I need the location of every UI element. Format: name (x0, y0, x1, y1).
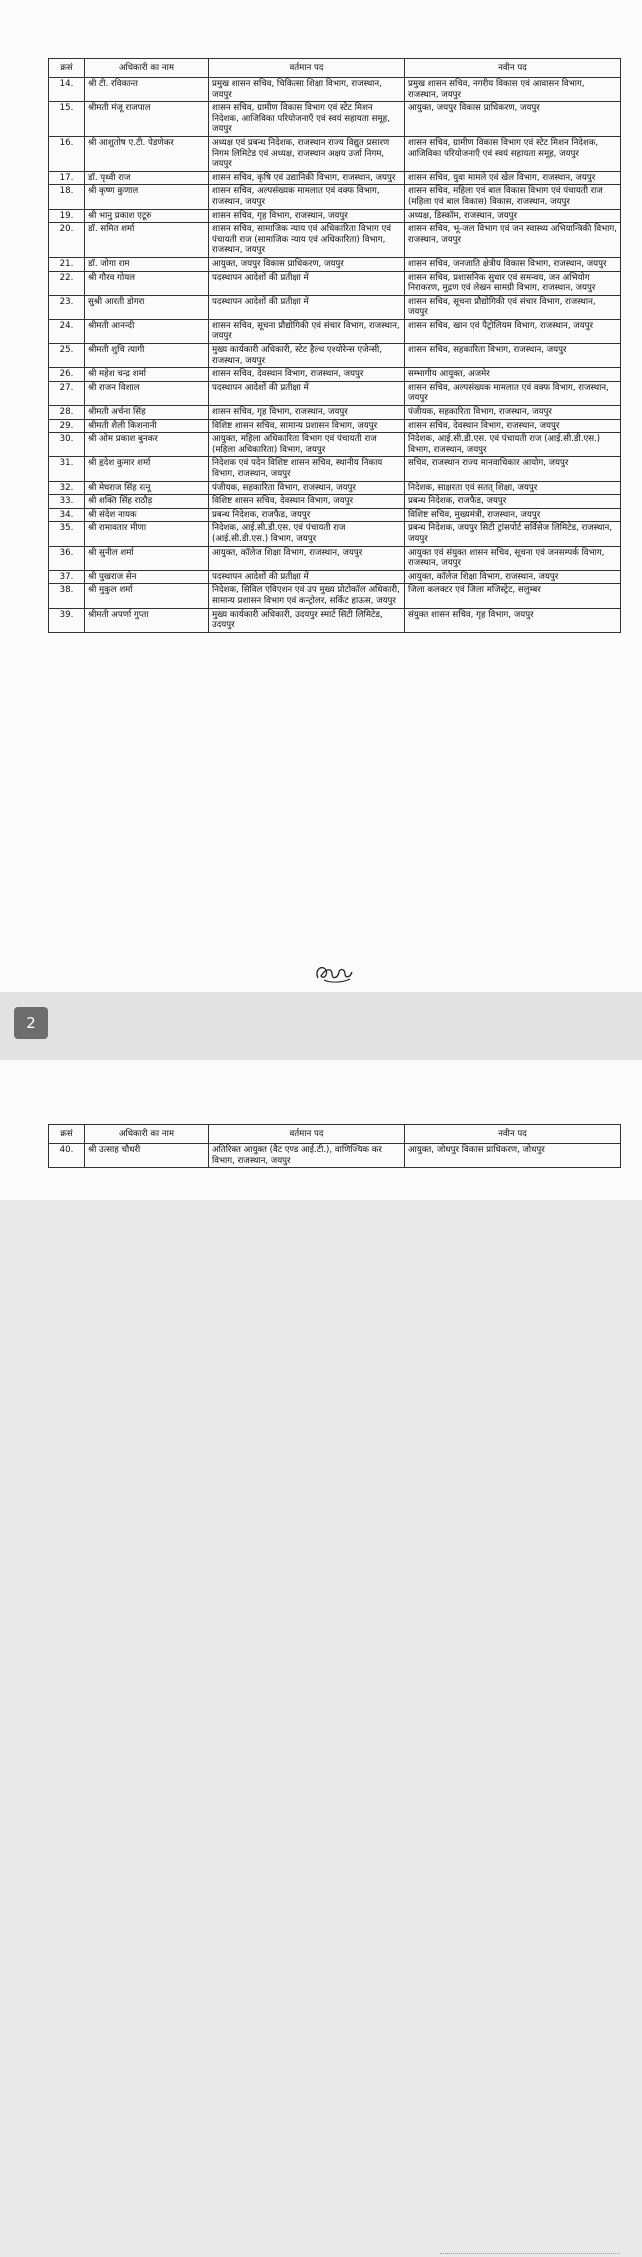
new-post: प्रबन्ध निदेशक, जयपुर सिटी ट्रांसपोर्ट सर्विसेज लिमिटेड, राजस्थान, जयपुर (405, 522, 621, 546)
officer-name: श्री मुकुल शर्मा (85, 584, 209, 608)
officer-name: श्री रामावतार मीणा (85, 522, 209, 546)
current-post: प्रमुख शासन सचिव, चिकित्सा शिक्षा विभाग, राजस्थान, जयपुर (209, 78, 405, 102)
table-row (49, 102, 621, 137)
table-row (49, 295, 621, 319)
officer-name: श्री राजन विशाल (85, 381, 209, 405)
officer-name: श्रीमती मंजू राजपाल (85, 102, 209, 137)
officer-name: श्रीमती आनन्दी (85, 319, 209, 343)
table-row (49, 584, 621, 608)
row-sno: 33. (49, 495, 85, 509)
header-sno: क्रसं (49, 59, 85, 78)
transfer-table-page-2 (48, 1124, 621, 1168)
row-sno: 21. (49, 257, 85, 271)
current-post: शासन सचिव, कृषि एवं उद्यानिकी विभाग, राजस्थान, जयपुर (209, 171, 405, 185)
officer-name: श्री हृदेश कुमार शर्मा (85, 457, 209, 481)
new-post: पंजीयक, सहकारिता विभाग, राजस्थान, जयपुर (405, 406, 621, 420)
header-new-post: नवीन पद (405, 59, 621, 78)
officer-name: डॉ. जोगा राम (85, 257, 209, 271)
table-row (49, 457, 621, 481)
table-row (49, 419, 621, 433)
header-name: अधिकारी का नाम (85, 1125, 209, 1144)
officer-name: श्री भानु प्रकाश एटूरु (85, 209, 209, 223)
table-row (49, 319, 621, 343)
officer-name: श्री मेघराज सिंह रत्नू (85, 481, 209, 495)
officer-name: श्री सुनील शर्मा (85, 546, 209, 570)
current-post: शासन सचिव, गृह विभाग, राजस्थान, जयपुर (209, 209, 405, 223)
table-row (49, 508, 621, 522)
table-row (49, 271, 621, 295)
current-post: पंजीयक, सहकारिता विभाग, राजस्थान, जयपुर (209, 481, 405, 495)
officer-name: डॉ. समित शर्मा (85, 223, 209, 258)
officer-name: सुश्री आरती डोगरा (85, 295, 209, 319)
transfer-table-page-1 (48, 58, 621, 633)
table-row (49, 185, 621, 209)
officer-name: श्री संदेश नायक (85, 508, 209, 522)
row-sno: 30. (49, 433, 85, 457)
page-separator (0, 992, 642, 1060)
table-row (49, 78, 621, 102)
new-post: शासन सचिव, भू-जल विभाग एवं जन स्वास्थ्य अभियान्त्रिकी विभाग, राजस्थान, जयपुर (405, 223, 621, 258)
row-sno: 38. (49, 584, 85, 608)
new-post: शासन सचिव, सहकारिता विभाग, राजस्थान, जयपुर (405, 344, 621, 368)
current-post: पदस्थापन आदेशों की प्रतीक्षा में (209, 295, 405, 319)
officer-name: श्रीमती शुचि त्यागी (85, 344, 209, 368)
table-header-row (49, 59, 621, 78)
table-row (49, 344, 621, 368)
new-post: शासन सचिव, जनजाति क्षेत्रीय विकास विभाग, राजस्थान, जयपुर (405, 257, 621, 271)
new-post: आयुक्त, जयपुर विकास प्राधिकरण, जयपुर (405, 102, 621, 137)
officer-name: श्री कृष्ण कुणाल (85, 185, 209, 209)
row-sno: 14. (49, 78, 85, 102)
row-sno: 35. (49, 522, 85, 546)
current-post: शासन सचिव, ग्रामीण विकास विभाग एवं स्टेट मिशन निदेशक, आजिविका परियोजनाएँ एवं स्वयं सहायता समूह, जयपुर (209, 102, 405, 137)
page-edge-marks (440, 2253, 620, 2257)
current-post: मुख्य कार्यकारी अधिकारी, स्टेट हैल्थ एश्योरेन्स एजेन्सी, राजस्थान, जयपुर (209, 344, 405, 368)
officer-name: श्रीमती शैली किशनानी (85, 419, 209, 433)
table-row (49, 495, 621, 509)
row-sno: 37. (49, 570, 85, 584)
row-sno: 18. (49, 185, 85, 209)
new-post: शासन सचिव, देवस्थान विभाग, राजस्थान, जयपुर (405, 419, 621, 433)
new-post: संयुक्त शासन सचिव, गृह विभाग, जयपुर (405, 608, 621, 632)
row-sno: 15. (49, 102, 85, 137)
new-post: जिला कलक्टर एवं जिला मजिस्ट्रेट, सलुम्बर (405, 584, 621, 608)
row-sno: 40. (49, 1144, 85, 1168)
row-sno: 24. (49, 319, 85, 343)
current-post: प्रबन्ध निदेशक, राजफैड, जयपुर (209, 508, 405, 522)
row-sno: 19. (49, 209, 85, 223)
new-post: शासन सचिव, अल्पसंख्यक मामलात एवं वक्फ विभाग, राजस्थान, जयपुर (405, 381, 621, 405)
current-post: पदस्थापन आदेशों की प्रतीक्षा में (209, 570, 405, 584)
new-post: प्रमुख शासन सचिव, नगरीय विकास एवं आवासन विभाग, राजस्थान, जयपुर (405, 78, 621, 102)
row-sno: 26. (49, 368, 85, 382)
table-header-row (49, 1125, 621, 1144)
table-row (49, 257, 621, 271)
new-post: आयुक्त, कॉलेज शिक्षा विभाग, राजस्थान, जयपुर (405, 570, 621, 584)
current-post: मुख्य कार्यकारी अधिकारी, उदयपुर स्मार्ट सिटी लिमिटेड, उदयपुर (209, 608, 405, 632)
current-post: शासन सचिव, सामाजिक न्याय एवं अधिकारिता विभाग एवं पंचायती राज (सामाजिक न्याय एवं अधिकारिता) विभाग, राजस्थान, जयपुर (209, 223, 405, 258)
current-post: अतिरिक्त आयुक्त (वैट एण्ड आई.टी.), वाणिज्यिक कर विभाग, राजस्थान, जयपुर (209, 1144, 405, 1168)
officer-name: श्रीमती अपर्णा गुप्ता (85, 608, 209, 632)
current-post: विशिष्ट शासन सचिव, सामान्य प्रशासन विभाग, जयपुर (209, 419, 405, 433)
officer-name: श्री टी. रविकान्त (85, 78, 209, 102)
row-sno: 34. (49, 508, 85, 522)
table-row (49, 381, 621, 405)
table-row (49, 546, 621, 570)
row-sno: 22. (49, 271, 85, 295)
current-post: शासन सचिव, सूचना प्रौद्योगिकी एवं संचार विभाग, राजस्थान, जयपुर (209, 319, 405, 343)
table-row (49, 481, 621, 495)
current-post: आयुक्त, जयपुर विकास प्राधिकरण, जयपुर (209, 257, 405, 271)
row-sno: 36. (49, 546, 85, 570)
current-post: अध्यक्ष एवं प्रबन्ध निदेशक, राजस्थान राज्य विद्युत प्रसारण निगम लिमिटेड एवं अध्यक्ष, राजस्थान अक्षय उर्जा निगम, जयपुर (209, 136, 405, 171)
table-row (49, 209, 621, 223)
new-post: अध्यक्ष, डिस्कॉम, राजस्थान, जयपुर (405, 209, 621, 223)
new-post: शासन सचिव, युवा मामले एवं खेल विभाग, राजस्थान, जयपुर (405, 171, 621, 185)
row-sno: 27. (49, 381, 85, 405)
current-post: शासन सचिव, अल्पसंख्यक मामलात एवं वक्फ विभाग, राजस्थान, जयपुर (209, 185, 405, 209)
table-row (49, 223, 621, 258)
header-current-post: वर्तमान पद (209, 59, 405, 78)
table-row (49, 171, 621, 185)
officer-name: श्री ओम प्रकाश बुनकर (85, 433, 209, 457)
officer-name: श्री पुखराज सेन (85, 570, 209, 584)
officer-name: श्री महेश चन्द्र शर्मा (85, 368, 209, 382)
row-sno: 39. (49, 608, 85, 632)
row-sno: 23. (49, 295, 85, 319)
new-post: प्रबन्ध निदेशक, राजफैड, जयपुर (405, 495, 621, 509)
row-sno: 20. (49, 223, 85, 258)
new-post: विशिष्ट सचिव, मुख्यमंत्री, राजस्थान, जयपुर (405, 508, 621, 522)
header-current-post: वर्तमान पद (209, 1125, 405, 1144)
document-page-1 (0, 0, 642, 992)
new-post: शासन सचिव, महिला एवं बाल विकास विभाग एवं पंचायती राज (महिला एवं बाल विकास) विकास, राजस्थान, जयपुर (405, 185, 621, 209)
table-row (49, 570, 621, 584)
officer-name: श्री उत्साह चौधरी (85, 1144, 209, 1168)
current-post: विशिष्ट शासन सचिव, देवस्थान विभाग, जयपुर (209, 495, 405, 509)
header-name: अधिकारी का नाम (85, 59, 209, 78)
new-post: निदेशक, आई.सी.डी.एस. एवं पंचायती राज (आई.सी.डी.एस.) विभाग, राजस्थान, जयपुर (405, 433, 621, 457)
row-sno: 29. (49, 419, 85, 433)
current-post: पदस्थापन आदेशों की प्रतीक्षा में (209, 271, 405, 295)
row-sno: 28. (49, 406, 85, 420)
new-post: शासन सचिव, ग्रामीण विकास विभाग एवं स्टेट मिशन निदेशक, आजिविका परियोजनाएँ एवं स्वयं सहायता समूह, जयपुर (405, 136, 621, 171)
current-post: निदेशक, आई.सी.डी.एस. एवं पंचायती राज (आई.सी.डी.एस.) विभाग, जयपुर (209, 522, 405, 546)
officer-name: श्रीमती अर्चना सिंह (85, 406, 209, 420)
page-number-badge: 2 (14, 1007, 48, 1039)
current-post: शासन सचिव, देवस्थान विभाग, राजस्थान, जयपुर (209, 368, 405, 382)
new-post: शासन सचिव, प्रशासनिक सुधार एवं समन्वय, जन अभियोग निराकरण, मुद्रण एवं लेखन सामग्री विभाग, राजस्थान, जयपुर (405, 271, 621, 295)
new-post: आयुक्त, जोधपुर विकास प्राधिकरण, जोधपुर (405, 1144, 621, 1168)
table-row (49, 522, 621, 546)
signature-mark (312, 960, 356, 986)
header-sno: क्रसं (49, 1125, 85, 1144)
row-sno: 16. (49, 136, 85, 171)
header-new-post: नवीन पद (405, 1125, 621, 1144)
table-row (49, 1144, 621, 1168)
new-post: आयुक्त एवं संयुक्त शासन सचिव, सूचना एवं जनसम्पर्क विभाग, राजस्थान, जयपुर (405, 546, 621, 570)
officer-name: श्री आशुतोष ए.टी. पेडणेकर (85, 136, 209, 171)
current-post: आयुक्त, महिला अधिकारिता विभाग एवं पंचायती राज (महिला अधिकारिता) विभाग, जयपुर (209, 433, 405, 457)
new-post: सचिव, राजस्थान राज्य मानवाधिकार आयोग, जयपुर (405, 457, 621, 481)
officer-name: श्री गौरव गोयल (85, 271, 209, 295)
current-post: आयुक्त, कॉलेज शिक्षा विभाग, राजस्थान, जयपुर (209, 546, 405, 570)
row-sno: 25. (49, 344, 85, 368)
new-post: सम्भागीय आयुक्त, अजमेर (405, 368, 621, 382)
row-sno: 31. (49, 457, 85, 481)
new-post: शासन सचिव, खान एवं पैट्रोलियम विभाग, राजस्थान, जयपुर (405, 319, 621, 343)
table-row (49, 406, 621, 420)
current-post: निदेशक एवं पदेन विशिष्ट शासन सचिव, स्थानीय निकाय विभाग, राजस्थान, जयपुर (209, 457, 405, 481)
current-post: निदेशक, सिविल एविएशन एवं उप मुख्य प्रोटोकॉल अधिकारी, सामान्य प्रशासन विभाग एवं कन्ट्रोलर, सर्किट हाऊस, जयपुर (209, 584, 405, 608)
new-post: शासन सचिव, सूचना प्रौद्योगिकी एवं संचार विभाग, राजस्थान, जयपुर (405, 295, 621, 319)
table-row (49, 608, 621, 632)
table-row (49, 433, 621, 457)
new-post: निदेशक, साक्षरता एवं सतत् शिक्षा, जयपुर (405, 481, 621, 495)
current-post: पदस्थापन आदेशों की प्रतीक्षा में (209, 381, 405, 405)
row-sno: 32. (49, 481, 85, 495)
row-sno: 17. (49, 171, 85, 185)
table-row (49, 368, 621, 382)
table-row (49, 136, 621, 171)
officer-name: श्री शक्ति सिंह राठौड़ (85, 495, 209, 509)
officer-name: डॉ. पृथ्वी राज (85, 171, 209, 185)
current-post: शासन सचिव, गृह विभाग, राजस्थान, जयपुर (209, 406, 405, 420)
